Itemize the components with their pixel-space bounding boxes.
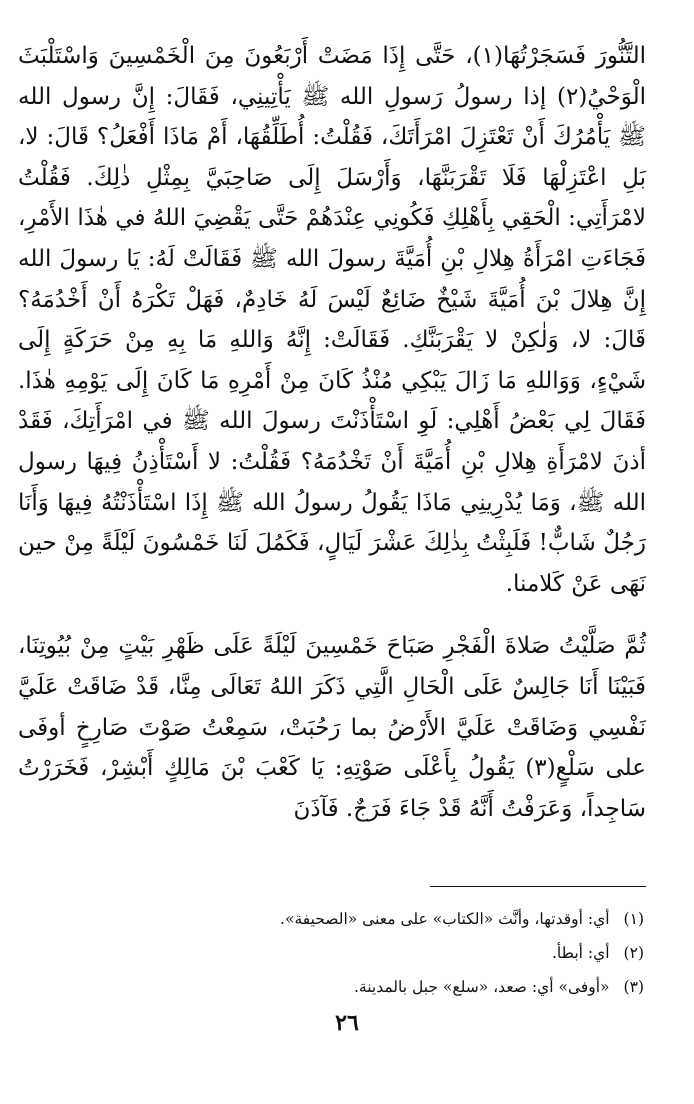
footnote-text: «أوفى» أي: صعد، «سلع» جبل بالمدينة. bbox=[353, 978, 610, 996]
footnote-2 bbox=[60, 936, 644, 970]
footnote-text: أي: أوقدتها، وأنَّث «الكتاب» على معنى «الصحيفة». bbox=[280, 910, 610, 928]
footnote-1 bbox=[60, 902, 644, 936]
footnote-number: (٢) bbox=[623, 944, 644, 962]
footnote-number: (٣) bbox=[623, 978, 644, 996]
footnote-separator bbox=[430, 886, 646, 887]
footnote-number: (١) bbox=[623, 910, 644, 928]
paragraph-1: التَّنُّورَ فَسَجَرْتُهَا(١)، حَتَّى إِذَا مَضَتْ أَرْبَعُونَ مِنَ الْخَمْسِينَ وَاسْتَلْبَثَ الْوَحْيُ(٢) إذا رسولُ رَسولِ الله ﷺ يَأْتِينِي، فَقَالَ: إِنَّ رسول الله ﷺ يَأْمُرُكَ أَنْ تَعْتَزِلَ امْرَأَتَكَ، فَقُلْتُ: أُطَلِّقُهَا، أَمْ مَاذَا أَفْعَلُ؟ قَالَ: لا، بَلِ اعْتَزِلْهَا فَلَا تَقْرَبَنَّهَا، وَأَرْسَلَ إِلَى صَاحِبَيَّ بِمِثْلِ ذٰلِكَ. فَقُلْتُ لامْرَأَتِي: الْحَقِي بِأَهْلِكِ فَكُونِي عِنْدَهُمْ حَتَّى يَقْضِيَ اللهُ في هٰذَا الأَمْرِ، فَجَاءَتِ امْرَأَةُ هِلالِ بْنِ أُمَيَّةَ رسولَ الله ﷺ فَقَالَتْ لَهُ: يَا رسولَ الله إِنَّ هِلالَ بْنَ أُمَيَّةَ شَيْخٌ ضَائِعٌ لَيْسَ لَهُ خَادِمٌ، فَهَلْ تَكْرَهُ أَنْ أَخْدُمَهُ؟ قَالَ: لا، وَلٰكِنْ لا يَقْرَبَنَّكِ. فَقَالَتْ: إِنَّهُ وَاللهِ مَا بِهِ مِنْ حَرَكَةٍ إِلَى شَيْءٍ، وَوَاللهِ مَا زَالَ يَبْكِي مُنْذُ كَانَ مِنْ أَمْرِهِ مَا كَانَ إِلَى يَوْمِهِ هٰذَا. فَقَالَ لِي بَعْضُ أَهْلِي: لَوِ اسْتَأْذَنْتَ رسولَ الله ﷺ في امْرَأَتِكَ، فَقَدْ أذنَ لامْرَأَةِ هِلالِ بْنِ أُمَيَّةَ أَنْ تَخْدُمَهُ؟ فَقُلْتُ: لا أَسْتَأْذِنُ فِيهَا رسول الله ﷺ، وَمَا يُدْرِينِي مَاذَا يَقُولُ رسولُ الله ﷺ إِذَا اسْتَأْذَنْتُهُ فِيهَا وَأَنَا رَجُلٌ شَابٌّ! فَلَبِثْتُ بِذٰلِكَ عَشْرَ لَيَالٍ، فَكَمُلَ لَنَا خَمْسُونَ لَيْلَةً مِنْ حين نَهَى عَنْ كَلامنا. bbox=[18, 43, 646, 597]
paragraph-2: ثُمَّ صَلَّيْتُ صَلاةَ الْفَجْرِ صَبَاحَ خَمْسِينَ لَيْلَةً عَلَى ظَهْرِ بَيْتٍ مِنْ بُيُوتِنَا، فَبَيْنَا أَنَا جَالِسٌ عَلَى الْحَالِ الَّتِي ذَكَرَ اللهُ تَعَالَى مِنَّا، قَدْ ضَاقَتْ عَلَيَّ نَفْسِي وَضَاقَتْ عَلَيَّ الأَرْضُ بما رَحُبَتْ، سَمِعْتُ صَوْتَ صَارِخٍ أوفَى على سَلْعٍ(٣) يَقُولُ بِأَعْلَى صَوْتِهِ: يَا كَعْبَ بْنَ مَالِكٍ أَبْشِرْ، فَخَرَرْتُ سَاجِداً، وَعَرَفْتُ أَنَّهُ قَدْ جَاءَ فَرَجٌ. فَآذَنَ bbox=[18, 633, 646, 822]
page-number: ٢٦ bbox=[335, 1010, 359, 1036]
footnotes bbox=[60, 902, 644, 1004]
footnote-text: أي: أبطأ. bbox=[551, 944, 610, 962]
main-text bbox=[18, 36, 646, 829]
footnote-3 bbox=[60, 970, 644, 1004]
